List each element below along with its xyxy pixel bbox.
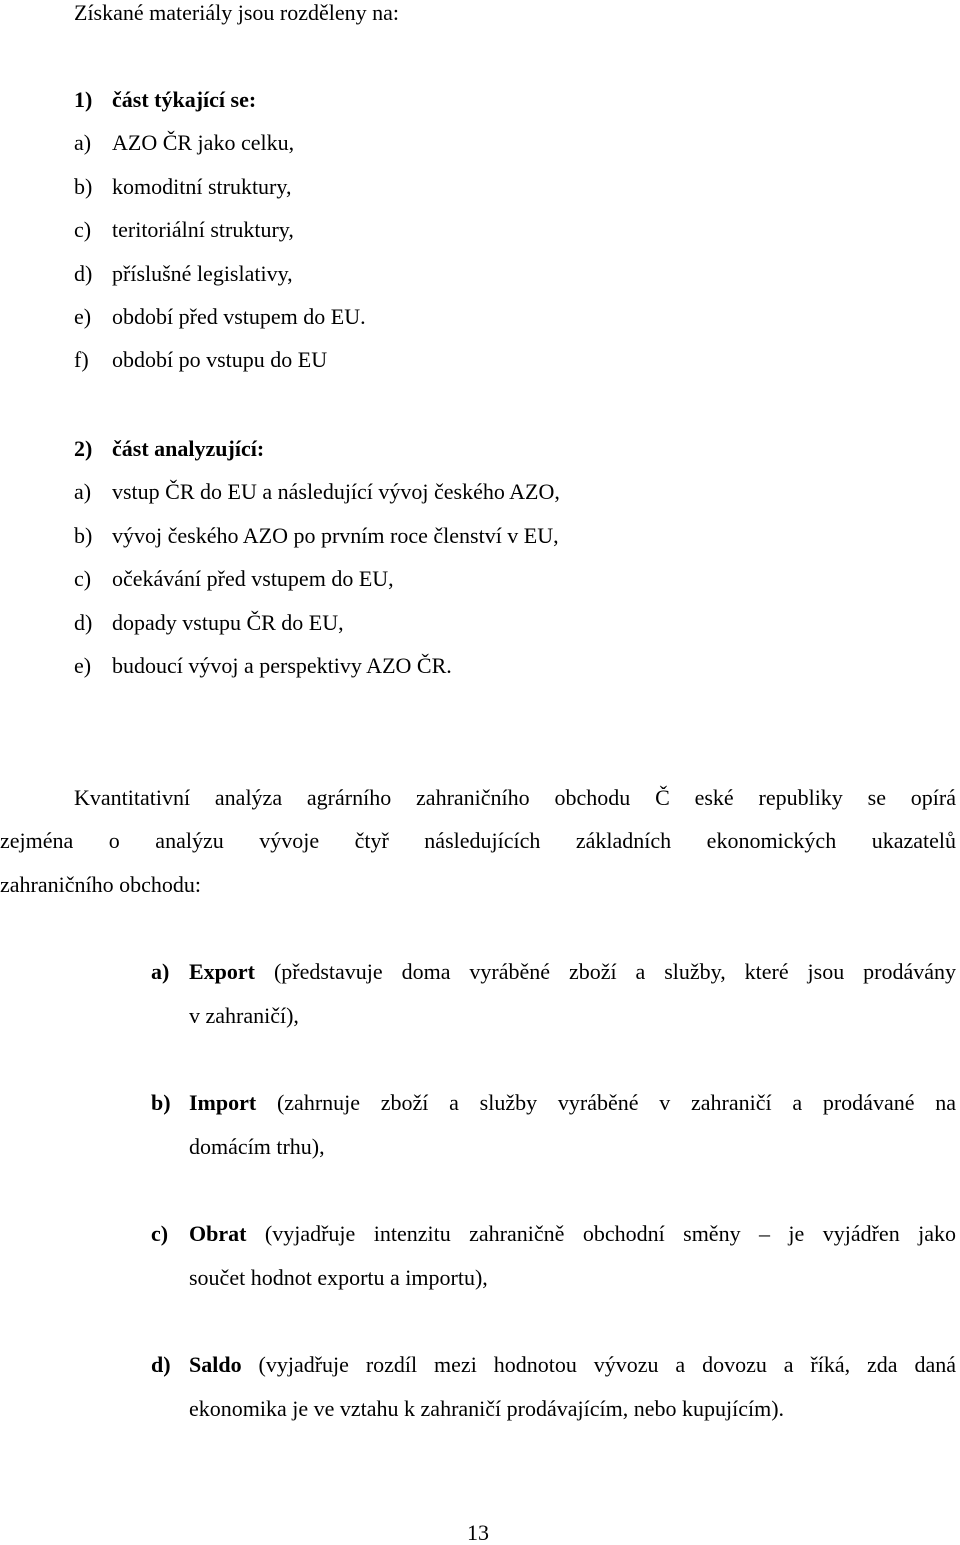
- part1-number: 1): [74, 87, 93, 112]
- list-item: e) období před vstupem do EU.: [74, 304, 366, 329]
- list-item: e) budoucí vývoj a perspektivy AZO ČR.: [74, 653, 452, 678]
- indicator-line: součet hodnot exportu a importu),: [189, 1265, 488, 1290]
- term: Import: [189, 1090, 257, 1115]
- list-item: d) dopady vstupu ČR do EU,: [74, 610, 344, 635]
- part1-heading: [74, 89, 256, 111]
- list-item: d) příslušné legislativy,: [74, 261, 293, 286]
- list-item: b) vývoj českého AZO po prvním roce členství v EU,: [74, 523, 559, 548]
- indicator-line: v zahraničí),: [189, 1003, 299, 1028]
- paragraph-line: zahraničního obchodu:: [0, 872, 201, 897]
- indicator-line: domácím trhu),: [189, 1134, 325, 1159]
- list-item: b) komoditní struktury,: [74, 174, 292, 199]
- term: Export: [189, 959, 255, 984]
- term: Saldo: [189, 1352, 242, 1377]
- intro-text: Získané materiály jsou rozděleny na:: [74, 0, 399, 25]
- paragraph-line: zejména o analýzu vývoje čtyř následujících základních ekonomických ukazatelů: [0, 828, 956, 853]
- list-item: f) období po vstupu do EU: [74, 347, 328, 372]
- list-item: c) očekávání před vstupem do EU,: [74, 566, 394, 591]
- part2-heading-text: část analyzující:: [112, 436, 265, 461]
- part2-heading: [74, 438, 264, 460]
- page-number: 13: [467, 1520, 489, 1545]
- list-item: a) vstup ČR do EU a následující vývoj českého AZO,: [74, 479, 560, 504]
- part2-number: 2): [74, 436, 93, 461]
- document-page: Získané materiály jsou rozděleny na: 1) část týkající se: a) AZO ČR jako celku, b) komoditní struktury, c) teritoriální struktury, d) příslušné legislativy, e) období před vstupem do EU. f) období po vstupu do EU 2) část analyzující: a) vstup ČR do EU a následující vývoj českého AZO, b) vývoj českého AZO po prvním roce členství v EU, c) očekávání před vstupem do EU, d) dopady vstupu ČR do EU, e) budoucí vývoj a perspektivy AZO ČR. Kvantitativní analýza agrárního zahraničního obchodu Č eské republiky se opírá zejména o analýzu vývoje čtyř následujících základních ekonomických ukazatelů zahraničního obchodu: a) Export (představuje doma vyráběné zboží a služby, které jsou prodávány v zahraničí), b) Import (zahrnuje zboží a služby vyráběné v zahraničí a prodávané na domácím trhu), c) Obrat (vyjadřuje intenzitu zahraničně obchodní směny – je vyjádřen jako součet hodnot exportu a importu), d) Saldo (vyjadřuje rozdíl mezi hodnotou vývozu a dovozu a říká, zda daná ekonomika je ve vztahu k zahraničí prodávajícím, nebo kupujícím). 13: [0, 0, 957, 1545]
- indicator-line: ekonomika je ve vztahu k zahraničí prodávajícím, nebo kupujícím).: [189, 1396, 785, 1421]
- list-item: a) AZO ČR jako celku,: [74, 130, 295, 155]
- term: Obrat: [189, 1221, 247, 1246]
- part1-heading-text: část týkající se:: [112, 87, 257, 112]
- list-item: c) teritoriální struktury,: [74, 217, 294, 242]
- paragraph-line: Kvantitativní analýza agrárního zahraničního obchodu Č eské republiky se opírá: [74, 785, 956, 810]
